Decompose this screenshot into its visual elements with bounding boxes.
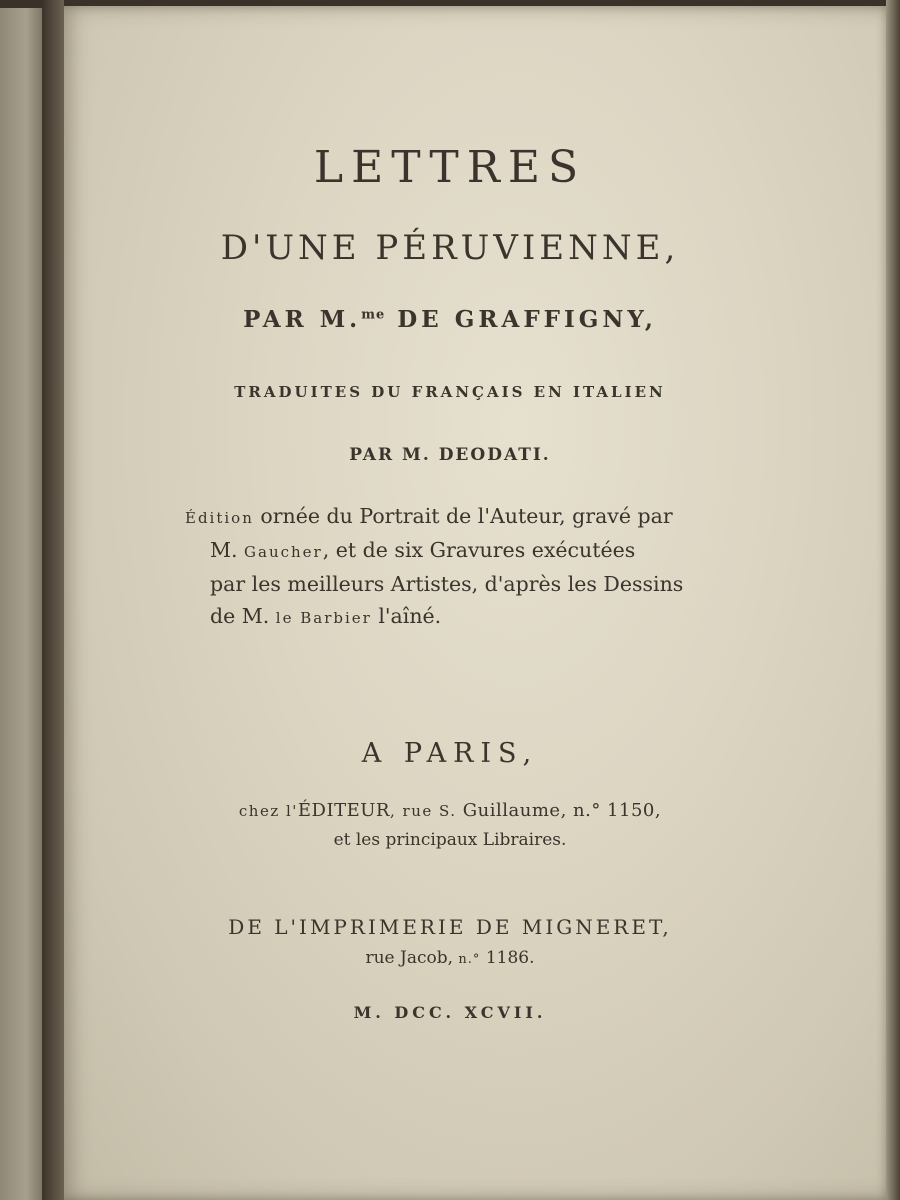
edition-line-4-prefix: de M. <box>210 604 276 628</box>
publisher-rue: , rue S. <box>389 802 463 820</box>
illustrator-name: le Barbier <box>275 609 372 627</box>
publication-date: M. DCC. XCVII. <box>353 1003 547 1022</box>
publisher-chez: chez l' <box>238 802 298 820</box>
publisher-editeur: ÉDITEUR <box>297 800 390 821</box>
publisher-street: Guillaume <box>462 800 561 821</box>
edition-word: Édition <box>185 509 254 527</box>
publisher-line <box>0 800 900 821</box>
edition-line-2-text: , et de six Gravures exécutées <box>322 538 636 562</box>
street-text: rue Jacob, <box>365 948 459 968</box>
edition-line-2-prefix: M. <box>210 538 245 562</box>
publisher-number: , n.° 1150, <box>560 800 662 821</box>
author-name: DE GRAFFIGNY, <box>397 306 657 333</box>
printer-street <box>0 948 900 968</box>
edition-line-4-text: l'aîné. <box>371 604 442 628</box>
street-number: 1186. <box>480 948 535 968</box>
author-prefix: PAR M. <box>243 306 362 333</box>
street-number-abbrev: n.° <box>458 952 481 967</box>
edition-line-3: par les meilleurs Artistes, d'après les Dessins <box>210 572 684 596</box>
edition-line-1-text: ornée du Portrait de l'Auteur, gravé par <box>253 504 673 528</box>
translator-line: PAR M. DEODATI. <box>349 445 551 465</box>
edition-line-4 <box>210 600 720 634</box>
author-line <box>0 306 900 333</box>
engraver-name: Gaucher <box>244 543 323 561</box>
author-sup: me <box>361 307 386 323</box>
translated-line: TRADUITES DU FRANÇAIS EN ITALIEN <box>234 383 666 401</box>
edition-paragraph <box>185 500 720 634</box>
edition-line-1 <box>185 500 720 534</box>
place-line: A PARIS, <box>361 738 539 769</box>
book-title: LETTRES <box>313 142 587 193</box>
book-subtitle: D'UNE PÉRUVIENNE, <box>220 228 680 268</box>
printer-line: DE L'IMPRIMERIE DE MIGNERET, <box>228 915 672 939</box>
edition-line-2 <box>210 534 720 568</box>
sellers-line: et les principaux Libraires. <box>333 830 567 850</box>
